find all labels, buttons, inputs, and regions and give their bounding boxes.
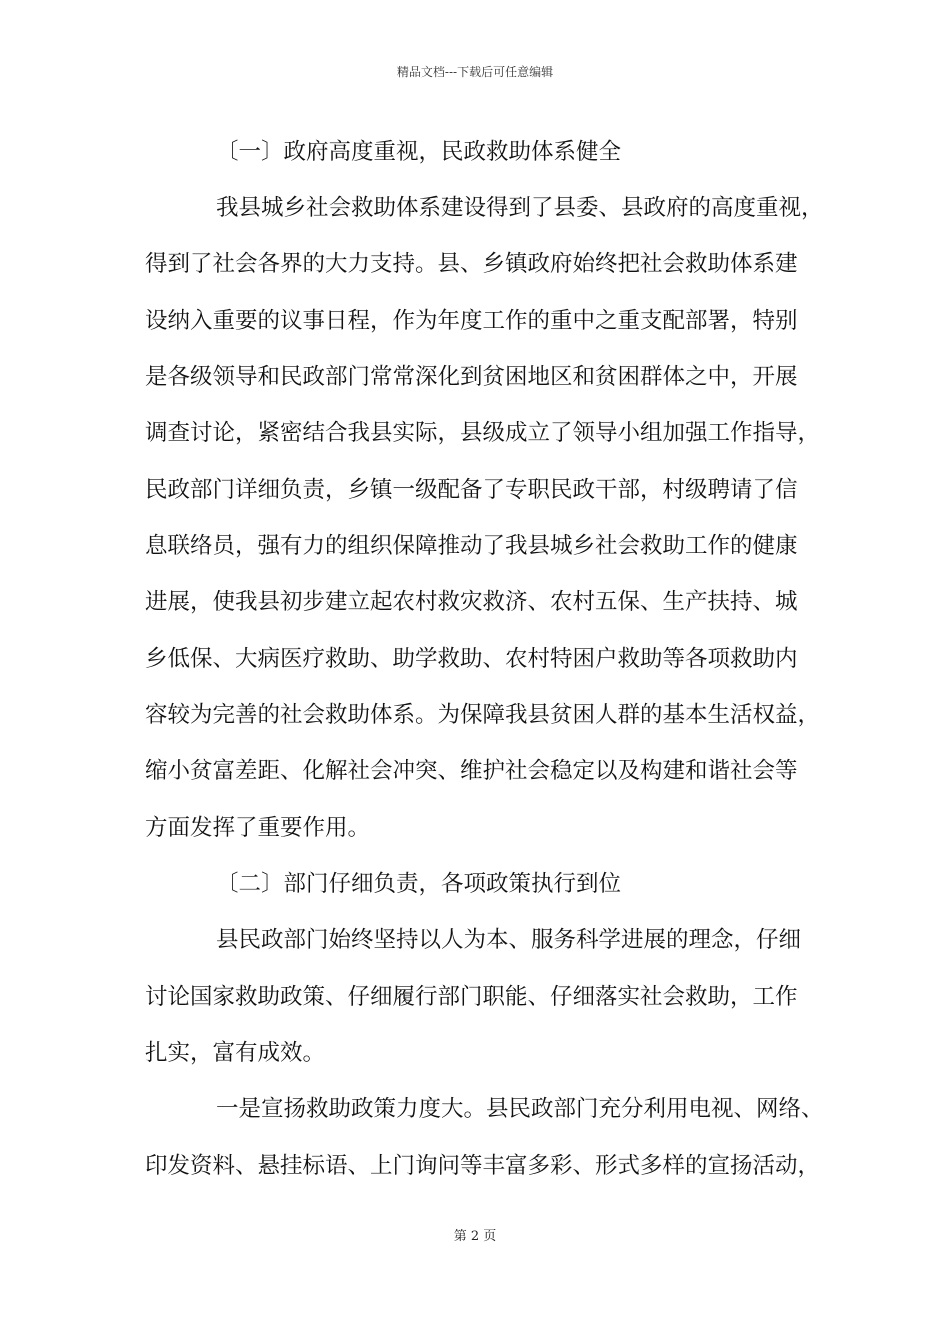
paragraph-line: 民政部门详细负责，乡镇一级配备了专职民政干部，村级聘请了信 (145, 477, 798, 503)
paragraph-line: 容较为完善的社会救助体系。为保障我县贫困人群的基本生活权益， (145, 702, 821, 728)
paragraph-line: 设纳入重要的议事日程，作为年度工作的重中之重支配部署，特别 (145, 308, 798, 334)
section-heading-1: 〔一〕政府高度重视，民政救助体系健全 (216, 139, 622, 165)
paragraph-line: 我县城乡社会救助体系建设得到了县委、县政府的高度重视， (216, 195, 824, 221)
paragraph-line: 调查讨论，紧密结合我县实际，县级成立了领导小组加强工作指导， (145, 420, 821, 446)
paragraph-line: 扎实，富有成效。 (145, 1040, 326, 1066)
page-number: 第 2 页 (453, 1229, 497, 1244)
document-header: 精品文档---下载后可任意编辑 (396, 65, 554, 79)
paragraph-line: 是各级领导和民政部门常常深化到贫困地区和贫困群体之中，开展 (145, 364, 798, 390)
paragraph-line: 息联络员，强有力的组织保障推动了我县城乡社会救助工作的健康 (145, 533, 798, 559)
paragraph-line: 讨论国家救助政策、仔细履行部门职能、仔细落实社会救助，工作 (145, 984, 798, 1010)
paragraph-line: 方面发挥了重要作用。 (145, 815, 371, 841)
paragraph-line: 县民政部门始终坚持以人为本、服务科学进展的理念，仔细 (216, 927, 802, 953)
paragraph-line: 乡低保、大病医疗救助、助学救助、农村特困户救助等各项救助内 (145, 646, 798, 672)
paragraph-line: 进展，使我县初步建立起农村救灾救济、农村五保、生产扶持、城 (145, 589, 798, 615)
paragraph-line: 缩小贫富差距、化解社会冲突、维护社会稳定以及构建和谐社会等 (145, 758, 798, 784)
paragraph-line: 得到了社会各界的大力支持。县、乡镇政府始终把社会救助体系建 (145, 251, 798, 277)
paragraph-line: 一是宣扬救助政策力度大。县民政部门充分利用电视、网络、 (216, 1096, 824, 1122)
section-heading-2: 〔二〕部门仔细负责，各项政策执行到位 (216, 871, 622, 897)
paragraph-line: 印发资料、悬挂标语、上门询问等丰富多彩、形式多样的宣扬活动， (145, 1153, 821, 1179)
